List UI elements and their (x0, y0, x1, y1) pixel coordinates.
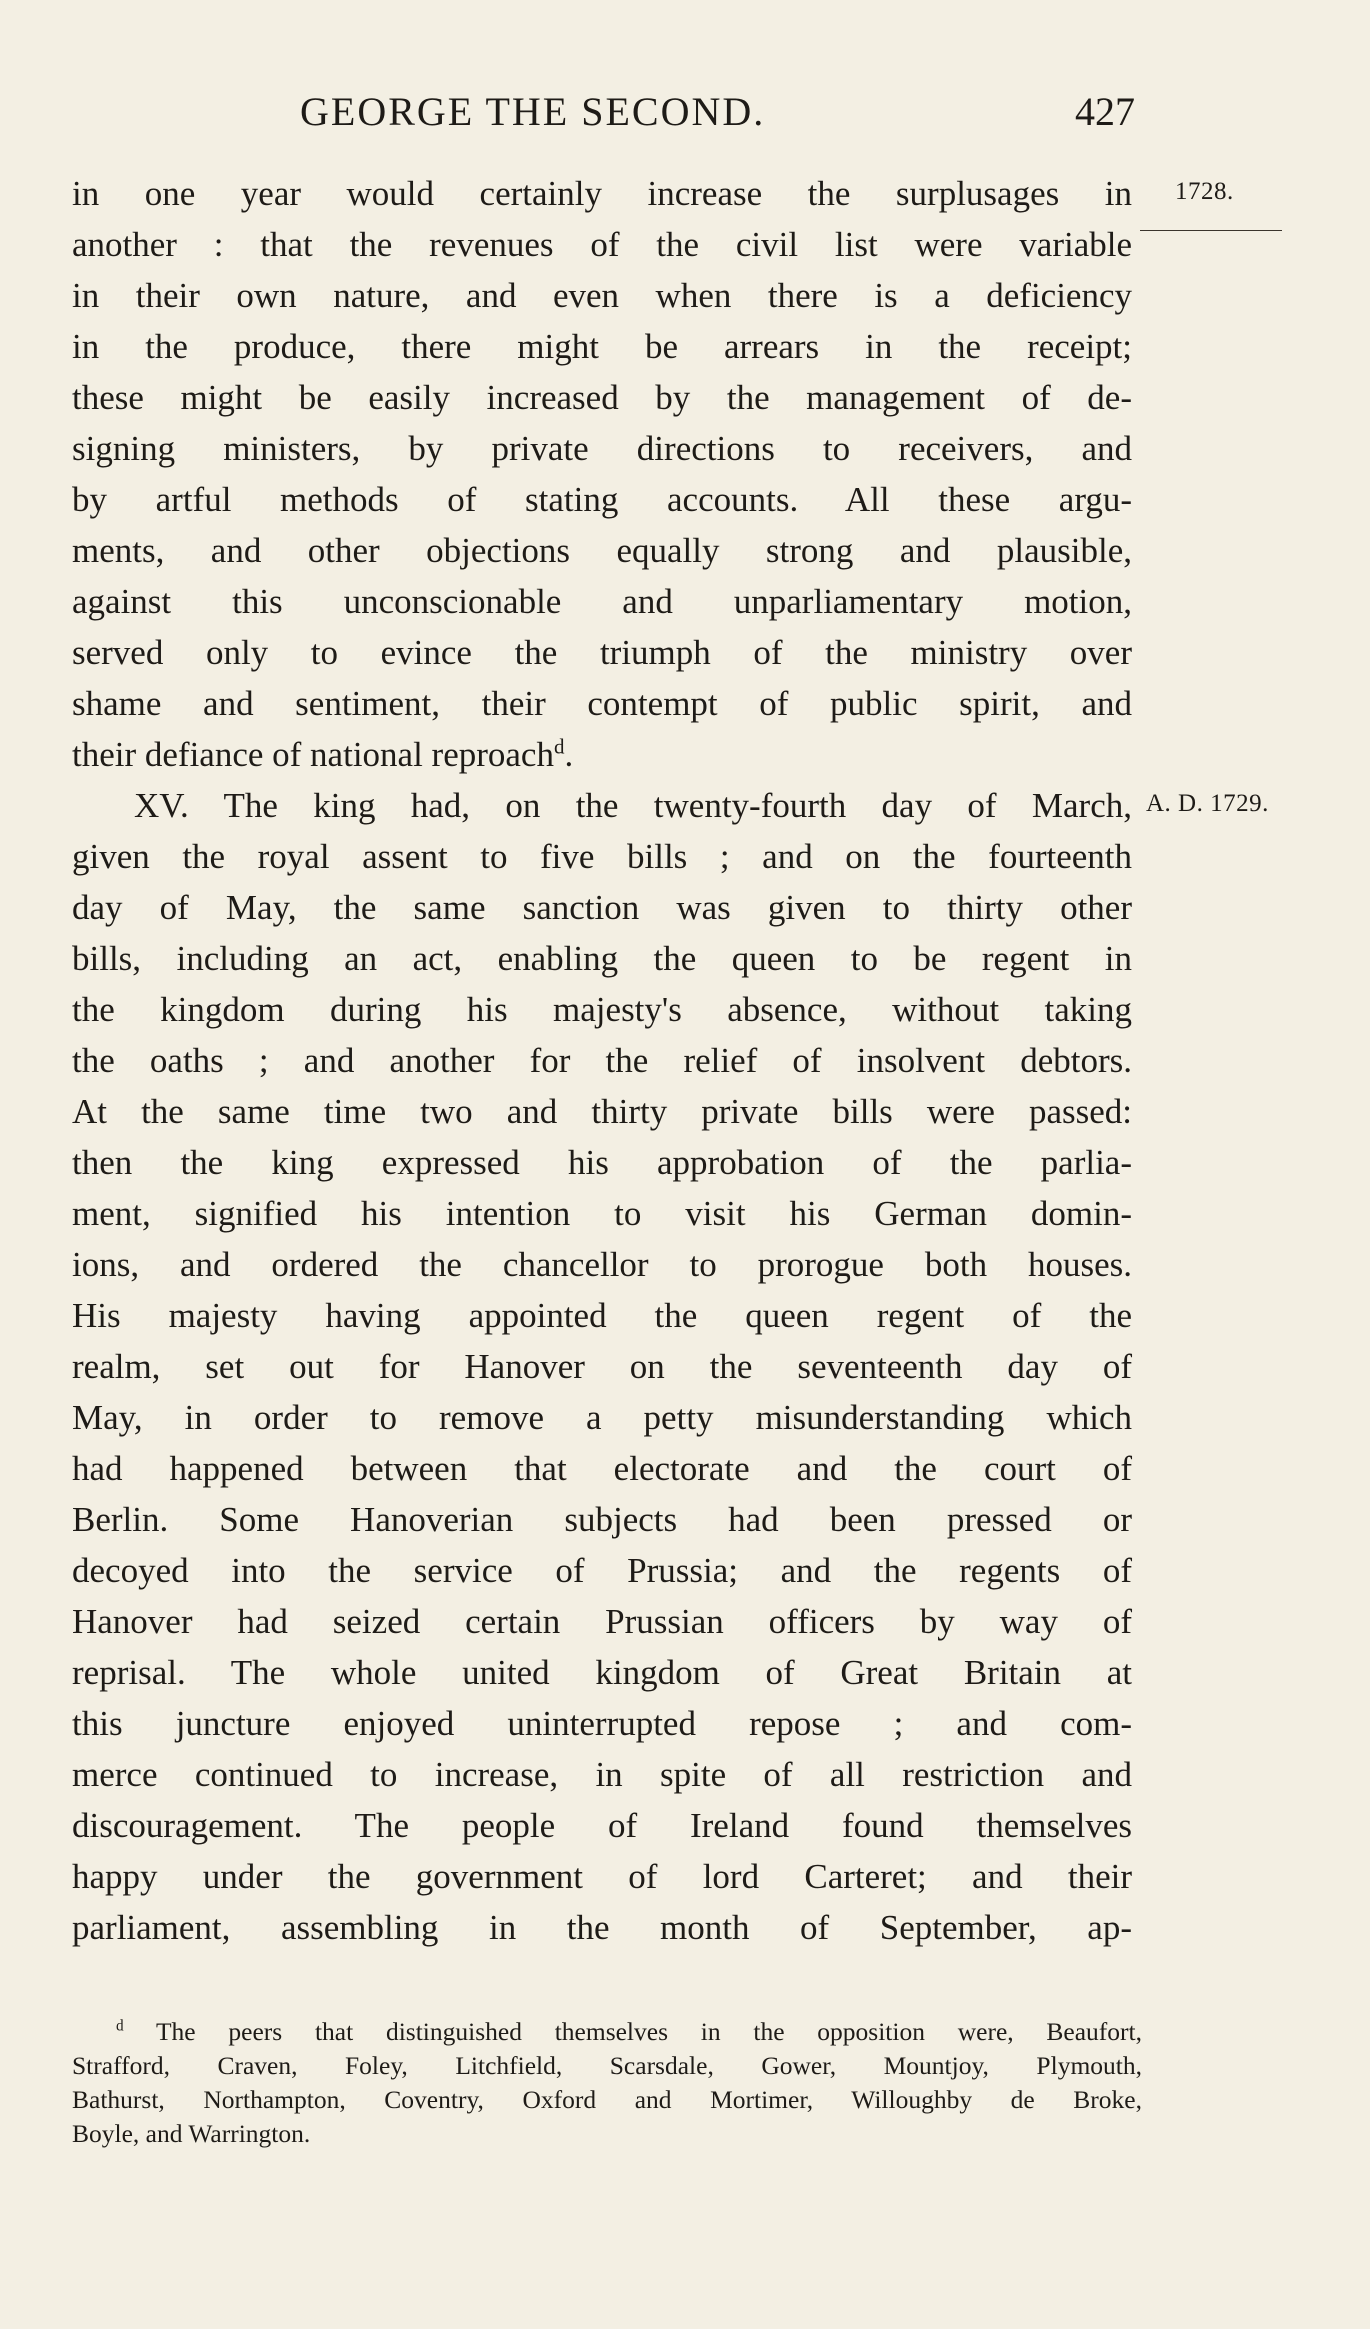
body-line: by artful methods of stating accounts. All these argu- (72, 480, 1132, 519)
body-line: in their own nature, and even when there is a deficiency (72, 276, 1132, 315)
margin-rule (1140, 230, 1282, 231)
body-line: parliament, assembling in the month of September, ap- (72, 1908, 1132, 1947)
body-line: the oaths ; and another for the relief of insolvent debtors. (72, 1041, 1132, 1080)
running-title: GEORGE THE SECOND. (300, 89, 766, 134)
body-line: in the produce, there might be arrears in the receipt; (72, 327, 1132, 366)
body-line-paragraph-end (72, 729, 1132, 780)
body-line: had happened between that electorate and the court of (72, 1449, 1132, 1488)
body-line: ions, and ordered the chancellor to prorogue both houses. (72, 1245, 1132, 1284)
body-line: in one year would certainly increase the surplusages in (72, 174, 1132, 213)
body-line: May, in order to remove a petty misunderstanding which (72, 1398, 1132, 1437)
footnote-line: Boyle, and Warrington. (72, 2119, 311, 2148)
footnote (72, 2015, 1142, 2151)
body-line: realm, set out for Hanover on the seventeenth day of (72, 1347, 1132, 1386)
body-text (72, 168, 1132, 1953)
sentence-period: . (564, 735, 574, 774)
body-line: happy under the government of lord Carteret; and their (72, 1857, 1132, 1896)
footnote-line: Strafford, Craven, Foley, Litchfield, Scarsdale, Gower, Mountjoy, Plymouth, (72, 2051, 1142, 2080)
body-line: decoyed into the service of Prussia; and the regents of (72, 1551, 1132, 1590)
body-line: Berlin. Some Hanoverian subjects had been pressed or (72, 1500, 1132, 1539)
body-line: At the same time two and thirty private bills were passed: (72, 1092, 1132, 1131)
footnote-reference[interactable]: d (553, 734, 565, 759)
body-line: Hanover had seized certain Prussian officers by way of (72, 1602, 1132, 1641)
running-head (300, 88, 1135, 148)
body-line: signing ministers, by private directions to receivers, and (72, 429, 1132, 468)
margin-year-1728: 1728. (1175, 178, 1234, 205)
page-number: 427 (1075, 89, 1135, 134)
body-line: day of May, the same sanction was given to thirty other (72, 888, 1132, 927)
body-line: ments, and other objections equally strong and plausible, (72, 531, 1132, 570)
body-line: reprisal. The whole united kingdom of Great Britain at (72, 1653, 1132, 1692)
body-line: discouragement. The people of Ireland found themselves (72, 1806, 1132, 1845)
footnote-line (72, 2015, 1142, 2049)
body-line: His majesty having appointed the queen regent of the (72, 1296, 1132, 1335)
body-line: then the king expressed his approbation of the parlia- (72, 1143, 1132, 1182)
footnote-text: The peers that distinguished themselves in the opposition were, Beaufort, (155, 2017, 1142, 2046)
body-line: served only to evince the triumph of the ministry over (72, 633, 1132, 672)
body-line: ment, signified his intention to visit his German domin- (72, 1194, 1132, 1233)
body-line: this juncture enjoyed uninterrupted repose ; and com- (72, 1704, 1132, 1743)
body-line-text: their defiance of national reproach (72, 735, 554, 774)
body-line: against this unconscionable and unparliamentary motion, (72, 582, 1132, 621)
body-line: given the royal assent to five bills ; and on the fourteenth (72, 837, 1132, 876)
body-line: the kingdom during his majesty's absence, without taking (72, 990, 1132, 1029)
body-line: merce continued to increase, in spite of all restriction and (72, 1755, 1132, 1794)
body-line: shame and sentiment, their contempt of public spirit, and (72, 684, 1132, 723)
body-line: another : that the revenues of the civil list were variable (72, 225, 1132, 264)
body-line: bills, including an act, enabling the queen to be regent in (72, 939, 1132, 978)
footnote-marker: d (116, 2017, 124, 2035)
body-line-section-start: XV. The king had, on the twenty-fourth day of March, (134, 786, 1132, 825)
body-line: these might be easily increased by the management of de- (72, 378, 1132, 417)
footnote-line: Bathurst, Northampton, Coventry, Oxford and Mortimer, Willoughby de Broke, (72, 2085, 1142, 2114)
margin-year-1729: A. D. 1729. (1146, 790, 1269, 817)
